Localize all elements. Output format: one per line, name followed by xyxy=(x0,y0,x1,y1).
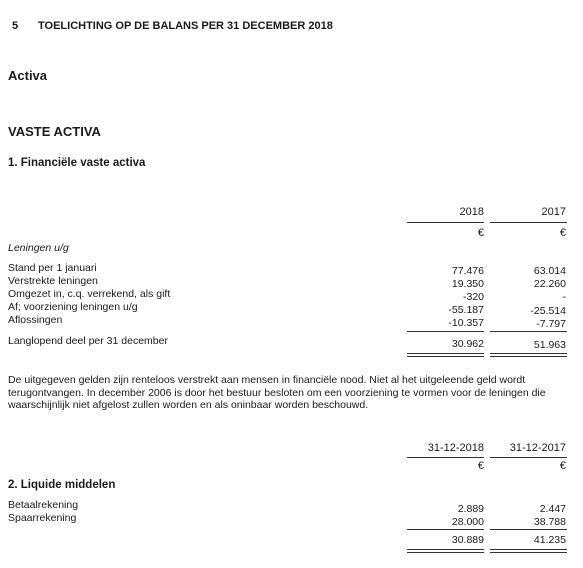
subtotal2-line-b xyxy=(490,529,567,530)
row-value-2018: -320 xyxy=(462,291,484,303)
double2-line-a1 xyxy=(407,549,484,550)
subtotal2-line-a xyxy=(407,529,484,530)
header2-underline-b xyxy=(490,457,567,458)
row-value-2018: 19.350 xyxy=(451,278,484,290)
subtotal-line-2018 xyxy=(407,331,484,332)
total2-value-a: 30.889 xyxy=(451,534,484,546)
column-header-31-12-2018: 31-12-2018 xyxy=(427,442,484,454)
group-label-leningen: Leningen u/g xyxy=(8,242,69,254)
row-label: Af; voorziening leningen u/g xyxy=(8,301,138,313)
double2-line-b1 xyxy=(490,549,567,550)
total2-value-b: 41.235 xyxy=(533,534,566,546)
explanation-paragraph: De uitgegeven gelden zijn renteloos verstrekt aan mensen in financiële nood. Niet al het uitgeleende geld wordt terugontvangen. In december 2006 is door het bestuur besloten om een voorziening te vormen voor de leningen die waarschijnlijk niet afgelost zullen worden en als oninbaar worden beschouwd. xyxy=(8,374,546,411)
heading-liquide-middelen: 2. Liquide middelen xyxy=(8,479,116,491)
double2-line-a2 xyxy=(407,552,484,553)
heading-vaste-activa: VASTE ACTIVA xyxy=(8,124,101,139)
row-value-2018: 77.476 xyxy=(451,265,484,277)
currency-2018: € xyxy=(477,227,484,239)
column-header-2018: 2018 xyxy=(459,206,484,218)
total-value-2018: 30.962 xyxy=(451,338,484,350)
row-value-2017: -7.797 xyxy=(536,318,566,330)
row-value-2018: -55.187 xyxy=(448,304,484,316)
total-label: Langlopend deel per 31 december xyxy=(8,335,168,347)
row-value-a: 2.889 xyxy=(457,503,484,515)
heading-financiele-vaste-activa: 1. Financiële vaste activa xyxy=(8,157,146,169)
double2-line-b2 xyxy=(490,552,567,553)
double-line-2018-a xyxy=(407,353,484,354)
double-line-2017-b xyxy=(490,356,567,357)
double-line-2018-b xyxy=(407,356,484,357)
page-title: TOELICHTING OP DE BALANS PER 31 DECEMBER 2018 xyxy=(38,20,333,32)
row-value-2017: 22.260 xyxy=(533,278,566,290)
row-label: Aflossingen xyxy=(8,314,63,326)
header-underline-2017 xyxy=(490,222,567,223)
row-value-2017: - xyxy=(562,291,566,303)
currency-31-12-2018: € xyxy=(477,460,484,472)
header2-underline-a xyxy=(407,457,484,458)
currency-31-12-2017: € xyxy=(559,460,566,472)
currency-2017: € xyxy=(559,227,566,239)
subtotal-line-2017 xyxy=(490,331,567,332)
row-value-a: 28.000 xyxy=(451,516,484,528)
section-number: 5 xyxy=(12,20,19,32)
row-label: Omgezet in, c.q. verrekend, als gift xyxy=(8,288,171,300)
column-header-2017: 2017 xyxy=(541,206,566,218)
heading-activa: Activa xyxy=(8,68,48,83)
header-underline-2018 xyxy=(407,222,484,223)
row-value-2017: -25.514 xyxy=(530,305,566,317)
row-value-2017: 63.014 xyxy=(533,265,566,277)
row-value-b: 38.788 xyxy=(533,516,566,528)
total-value-2017: 51.963 xyxy=(533,339,566,351)
row-value-2018: -10.357 xyxy=(448,317,484,329)
row-label: Verstrekte leningen xyxy=(8,275,98,287)
row-value-b: 2.447 xyxy=(539,503,566,515)
double-line-2017-a xyxy=(490,353,567,354)
row-label: Betaalrekening xyxy=(8,499,79,511)
row-label: Stand per 1 januari xyxy=(8,262,97,274)
column-header-31-12-2017: 31-12-2017 xyxy=(509,442,566,454)
row-label: Spaarrekening xyxy=(8,512,77,524)
